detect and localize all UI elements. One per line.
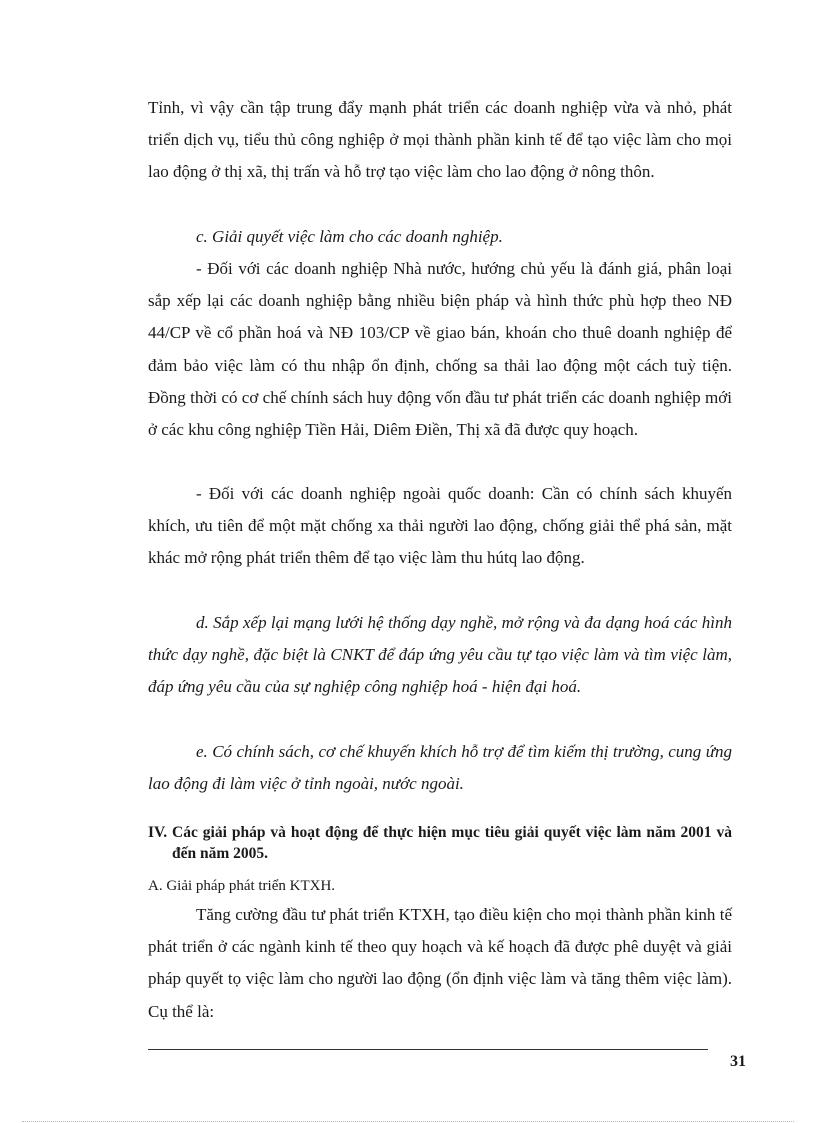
page-number: 31 bbox=[730, 1053, 746, 1070]
paragraph-state-enterprises: - Đối với các doanh nghiệp Nhà nước, hướng chủ yếu là đánh giá, phân loại sắp xếp lại các doanh nghiệp bằng nhiều biện pháp và hình thức phù hợp theo NĐ 44/CP về cổ phần hoá và NĐ 103/CP về giao bán, khoán cho thuê doanh nghiệp để đảm bảo việc làm có thu nhập ổn định, chống sa thải lao động một cách tuỳ tiện. Đồng thời có cơ chế chính sách huy động vốn đầu tư phát triển các doanh nghiệp mới ở các khu công nghiệp Tiền Hải, Diêm Điền, Thị xã đã được quy hoạch. bbox=[148, 259, 732, 440]
subheading-a: A. Giải pháp phát triển KTXH. bbox=[148, 878, 336, 894]
item-d-vocational: d. Sắp xếp lại mạng lưới hệ thống dạy nghề, mở rộng và đa dạng hoá các hình thức dạy nghề, đặc biệt là CNKT để đáp ứng yêu cầu tự tạo việc làm và tìm việc làm, đáp ứng yêu cầu của sự nghiệp công nghiệp hoá - hiện đại hoá. bbox=[148, 613, 732, 697]
item-c-heading: c. Giải quyết việc làm cho các doanh nghiệp. bbox=[196, 227, 503, 246]
item-e-policy: e. Có chính sách, cơ chế khuyến khích hỗ trợ để tìm kiếm thị trường, cung ứng lao động đi làm việc ở tỉnh ngoài, nước ngoài. bbox=[148, 742, 732, 794]
paragraph-intro: Tỉnh, vì vậy cần tập trung đẩy mạnh phát triển các doanh nghiệp vừa và nhỏ, phát triển dịch vụ, tiểu thủ công nghiệp ở mọi thành phần kinh tế để tạo việc làm cho mọi lao động ở thị xã, thị trấn và hỗ trợ tạo việc làm cho lao động ở nông thôn. bbox=[148, 98, 732, 182]
page-edge-dotted-line bbox=[22, 1121, 794, 1122]
footer-rule bbox=[148, 1049, 708, 1050]
section-heading-iv: IV. Các giải pháp và hoạt động để thực hiện mục tiêu giải quyết việc làm năm 2001 và đến năm 2005. bbox=[148, 824, 732, 862]
paragraph-ktxh: Tăng cường đầu tư phát triển KTXH, tạo điều kiện cho mọi thành phần kinh tế phát triển ở các ngành kinh tế theo quy hoạch và kế hoạch đã được phê duyệt và giải pháp quyết tọ việc làm cho người lao động (ổn định việc làm và tăng thêm việc làm). Cụ thể là: bbox=[148, 905, 732, 1021]
paragraph-private-enterprises: - Đối với các doanh nghiệp ngoài quốc doanh: Cần có chính sách khuyến khích, ưu tiên để một mặt chống xa thải người lao động, chống giải thể phá sản, mặt khác mở rộng phát triển thêm để tạo việc làm thu hútq lao động. bbox=[148, 484, 732, 568]
